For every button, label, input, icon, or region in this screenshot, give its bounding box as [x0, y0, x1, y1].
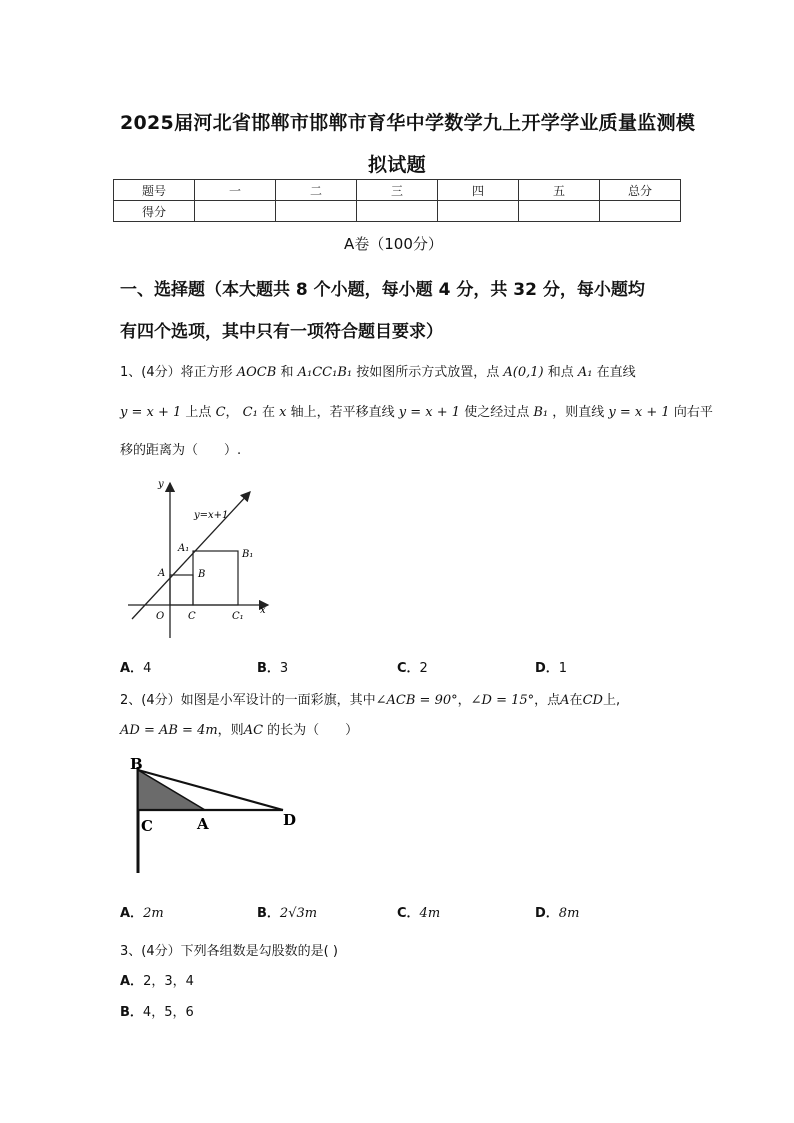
math-term: AD = AB = 4m — [120, 723, 218, 738]
question-text: ， — [457, 693, 471, 708]
option-value: 2√3m — [279, 906, 318, 921]
option-value: 2 — [419, 661, 428, 676]
math-term: y = x + 1 — [608, 405, 670, 420]
option-value: 1 — [558, 661, 568, 676]
option-letter: B． — [257, 906, 280, 921]
line-label: y=x+1 — [194, 510, 229, 521]
question-text: 轴上，若平移直线 — [290, 405, 395, 420]
math-term: AC — [243, 723, 264, 738]
question-text: 和 — [280, 365, 294, 380]
question-1-option-a[interactable] — [120, 657, 151, 676]
option-letter: B． — [257, 661, 280, 676]
question-1-line1 — [120, 361, 636, 380]
question-text: 在 — [261, 405, 275, 420]
square-aocb — [170, 575, 193, 605]
option-value: 8m — [558, 906, 580, 921]
question-text: 2、(4分）如图是小军设计的一面彩旗，其中 — [120, 693, 376, 708]
point-label-a: A — [197, 815, 209, 833]
math-term: C₁ — [242, 405, 258, 420]
option-value: 3 — [279, 661, 289, 676]
math-term: B₁ — [533, 405, 549, 420]
page-title: 2025届河北省邯郸市邯郸市育华中学数学九上开学学业质量监测模 — [120, 112, 696, 134]
table-cell: 总分 — [600, 180, 681, 201]
option-letter: C． — [397, 661, 420, 676]
math-term: x — [279, 405, 287, 420]
question-text: 向右平 — [673, 405, 713, 420]
question-2-option-b[interactable] — [257, 902, 317, 921]
point-label-c: C — [141, 817, 153, 835]
question-3-option-a[interactable] — [120, 970, 194, 989]
point-label-a1: A₁ — [178, 543, 190, 554]
x-axis-label: x — [260, 605, 266, 616]
math-term: AOCB — [236, 365, 277, 380]
question-text: 的长为（ ） — [267, 723, 359, 738]
table-cell: 题号 — [114, 180, 195, 201]
question-3-option-b[interactable] — [120, 1001, 194, 1020]
question-text: 按如图所示方式放置，点 — [356, 365, 500, 380]
question-2-figure — [125, 755, 305, 875]
question-2-line1 — [120, 689, 620, 708]
math-term: y = x + 1 — [120, 405, 182, 420]
point-label-a: A — [158, 568, 166, 579]
score-input-cell[interactable] — [357, 201, 438, 222]
table-cell: 四 — [438, 180, 519, 201]
question-1-line3: 移的距离为（ ）. — [120, 443, 242, 458]
question-1-option-b[interactable] — [257, 657, 288, 676]
point-label-o: O — [156, 611, 165, 622]
score-input-cell[interactable] — [600, 201, 681, 222]
question-text: 在 — [569, 693, 583, 708]
score-table-header-row — [114, 180, 681, 201]
score-table — [113, 179, 681, 222]
question-3-stem: 3、(4分）下列各组数是勾股数的是( ) — [120, 944, 338, 959]
table-cell: 一 — [195, 180, 276, 201]
question-text: 在直线 — [596, 365, 636, 380]
question-text: ，则直线 — [552, 405, 605, 420]
section-heading: 一、选择题（本大题共 8 个小题，每小题 4 分，共 32 分，每小题均 — [120, 280, 645, 300]
question-text: 上, — [602, 693, 621, 708]
table-cell: 得分 — [114, 201, 195, 222]
question-1-line2 — [120, 401, 713, 420]
math-term: A₁ — [577, 365, 593, 380]
question-1-option-d[interactable] — [535, 657, 567, 676]
math-term: A — [560, 693, 570, 708]
table-cell: 三 — [357, 180, 438, 201]
question-2-option-a[interactable] — [120, 902, 164, 921]
question-2-option-c[interactable] — [397, 902, 440, 921]
option-letter: A． — [120, 974, 144, 989]
option-value: 2，3，4 — [143, 974, 194, 989]
point-label-b: B — [130, 755, 143, 773]
point-label-b: B — [198, 569, 206, 580]
question-text: 使之经过点 — [464, 405, 530, 420]
math-term: CD — [582, 693, 603, 708]
option-letter: A． — [120, 906, 144, 921]
option-letter: D． — [535, 661, 559, 676]
question-2-line2 — [120, 719, 358, 738]
math-term: A₁CC₁B₁ — [297, 365, 353, 380]
score-input-cell[interactable] — [519, 201, 600, 222]
option-letter: C． — [397, 906, 420, 921]
point-label-d: D — [283, 811, 297, 829]
option-letter: D． — [535, 906, 559, 921]
option-value: 4 — [143, 661, 152, 676]
line-y-equals-x-plus-1 — [132, 492, 250, 619]
question-text: 和点 — [547, 365, 574, 380]
score-input-cell[interactable] — [195, 201, 276, 222]
question-1-option-c[interactable] — [397, 657, 428, 676]
table-cell: 五 — [519, 180, 600, 201]
math-term: y = x + 1 — [398, 405, 461, 420]
option-value: 4，5，6 — [142, 1005, 194, 1020]
y-axis-label: y — [158, 479, 164, 490]
page-title-line2: 拟试题 — [368, 154, 426, 176]
volume-label: A卷（100分） — [344, 235, 443, 253]
option-letter: B． — [120, 1005, 143, 1020]
shaded-triangle-bca — [138, 770, 205, 810]
score-input-cell[interactable] — [276, 201, 357, 222]
section-heading-line2: 有四个选项，其中只有一项符合题目要求） — [120, 322, 443, 342]
score-input-cell[interactable] — [438, 201, 519, 222]
math-term: ∠ACB = 90° — [375, 693, 458, 708]
question-text: 上点 — [185, 405, 212, 420]
question-2-option-d[interactable] — [535, 902, 579, 921]
option-value: 4m — [419, 906, 441, 921]
question-text: ， — [225, 405, 239, 420]
question-text: ，则 — [217, 723, 244, 738]
point-label-b1: B₁ — [242, 549, 254, 560]
point-label-c1: C₁ — [232, 611, 244, 622]
table-cell: 二 — [276, 180, 357, 201]
option-letter: A． — [120, 661, 144, 676]
option-value: 2m — [143, 906, 164, 921]
question-text: 1、(4分）将正方形 — [120, 365, 233, 380]
math-term: ∠D = 15° — [470, 693, 535, 708]
point-label-c: C — [188, 611, 196, 622]
score-table-score-row — [114, 201, 681, 222]
question-text: ，点 — [534, 693, 561, 708]
question-1-figure — [120, 475, 280, 645]
math-term: A(0,1) — [503, 365, 544, 380]
math-term: C — [215, 405, 226, 420]
